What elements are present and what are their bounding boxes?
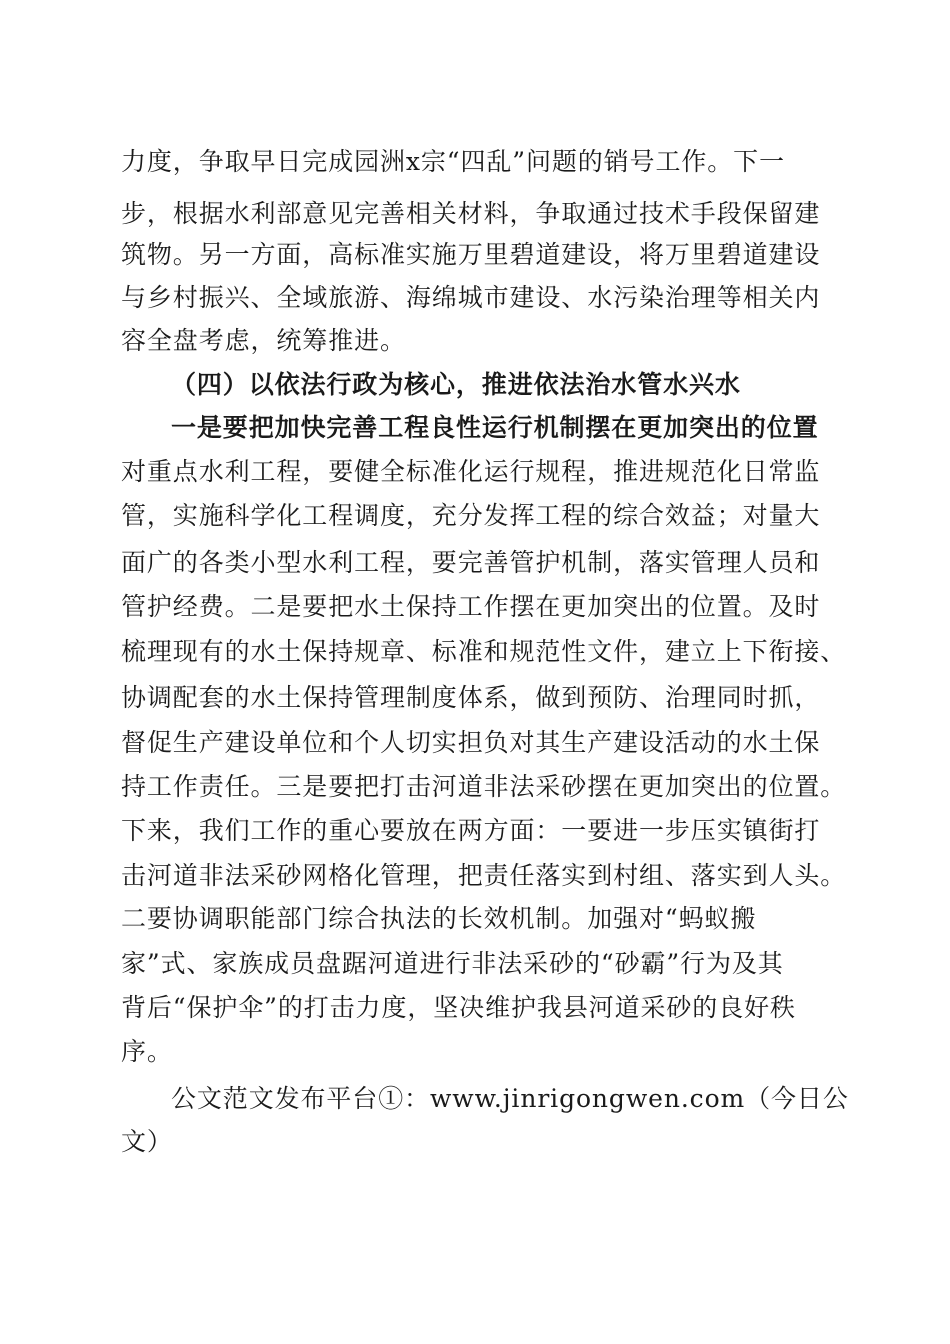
body-text-line: 面广的各类小型水利工程，要完善管护机制，落实管理人员和 <box>121 548 821 577</box>
body-text-line: 筑物。另一方面，高标准实施万里碧道建设，将万里碧道建设 <box>121 240 821 269</box>
body-text-line: 下来，我们工作的重心要放在两方面：一要进一步压实镇街打 <box>121 816 821 845</box>
body-text-line: 容全盘考虑，统筹推进。 <box>121 326 406 355</box>
body-text-line: 持工作责任。三是要把打击河道非法采砂摆在更加突出的位置。 <box>121 772 847 801</box>
body-text-line: 步，根据水利部意见完善相关材料，争取通过技术手段保留建 <box>121 199 821 228</box>
body-text-line: 管护经费。二是要把水土保持工作摆在更加突出的位置。及时 <box>121 592 821 621</box>
footer-source-line: 公文范文发布平台①：www.jinrigongwen.com（今日公 <box>171 1084 849 1113</box>
body-text-line: 对重点水利工程，要健全标准化运行规程，推进规范化日常监 <box>121 457 821 486</box>
subheading-line: 一是要把加快完善工程良性运行机制摆在更加突出的位置 <box>171 413 819 442</box>
body-text-line: 背后“保护伞”的打击力度，坚决维护我县河道采砂的良好秩 <box>121 993 796 1022</box>
body-text-line: 序。 <box>121 1037 173 1066</box>
body-text-line: 击河道非法采砂网格化管理，把责任落实到村组、落实到人头。 <box>121 861 847 890</box>
footer-source-line: 文） <box>121 1127 173 1156</box>
section-heading: （四）以依法行政为核心，推进依法治水管水兴水 <box>171 370 741 399</box>
body-text-line: 家”式、家族成员盘踞河道进行非法采砂的“砂霸”行为及其 <box>121 949 784 978</box>
body-text-line: 与乡村振兴、全域旅游、海绵城市建设、水污染治理等相关内 <box>121 283 821 312</box>
body-text-line: 管，实施科学化工程调度，充分发挥工程的综合效益；对量大 <box>121 501 821 530</box>
body-text-line: 梳理现有的水土保持规章、标准和规范性文件，建立上下衔接、 <box>121 637 847 666</box>
body-text-line: 力度，争取早日完成园洲x宗“四乱”问题的销号工作。下一 <box>121 147 785 176</box>
body-text-line: 协调配套的水土保持管理制度体系，做到预防、治理同时抓， <box>121 683 821 712</box>
body-text-line: 二要协调职能部门综合执法的长效机制。加强对“蚂蚁搬 <box>121 904 757 933</box>
body-text-line: 督促生产建设单位和个人切实担负对其生产建设活动的水土保 <box>121 728 821 757</box>
